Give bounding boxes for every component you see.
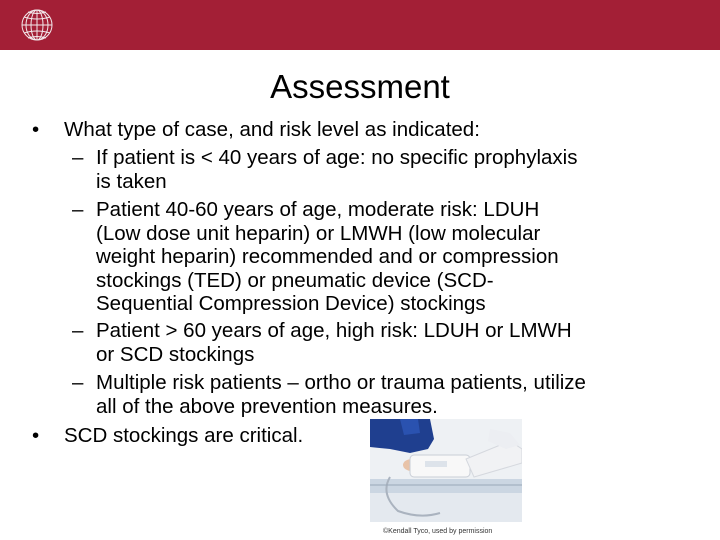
bullet-text: What type of case, and risk level as indicated: bbox=[64, 118, 480, 141]
sub-bullet-line: Patient 40-60 years of age, moderate risk: LDUH bbox=[96, 198, 540, 221]
header-band bbox=[0, 0, 720, 50]
sub-bullet-line: Patient > 60 years of age, high risk: LDUH or LMWH bbox=[96, 319, 572, 342]
dash-mark: – bbox=[72, 371, 84, 394]
dash-mark: – bbox=[72, 319, 84, 342]
sub-bullet-line: is taken bbox=[96, 169, 167, 193]
sub-bullet-line: Sequential Compression Device) stockings bbox=[96, 292, 486, 315]
photo-credit: ©Kendall Tyco, used by permission bbox=[383, 528, 493, 535]
sub-bullet-line: or SCD stockings bbox=[96, 342, 255, 366]
dash-mark: – bbox=[72, 198, 84, 221]
globe-icon bbox=[19, 2, 55, 48]
slide-title: Assessment bbox=[270, 68, 450, 105]
logo bbox=[0, 0, 75, 50]
dash-mark: – bbox=[72, 146, 84, 169]
sub-bullet-line: weight heparin) recommended and or compression bbox=[96, 245, 559, 268]
sub-bullet-line: Multiple risk patients – ortho or trauma patients, utilize bbox=[96, 371, 586, 394]
bullet-text: SCD stockings are critical. bbox=[64, 424, 304, 447]
sub-bullet-line: If patient is < 40 years of age: no specific prophylaxis bbox=[96, 146, 578, 169]
sub-bullet-line: (Low dose unit heparin) or LMWH (low molecular bbox=[96, 221, 541, 245]
bullet-mark: • bbox=[32, 118, 40, 141]
sub-bullet-line: stockings (TED) or pneumatic device (SCD- bbox=[96, 268, 494, 292]
bullet-mark: • bbox=[32, 424, 40, 447]
sub-bullet-line: all of the above prevention measures. bbox=[96, 394, 438, 418]
scd-stockings-photo bbox=[370, 419, 522, 522]
